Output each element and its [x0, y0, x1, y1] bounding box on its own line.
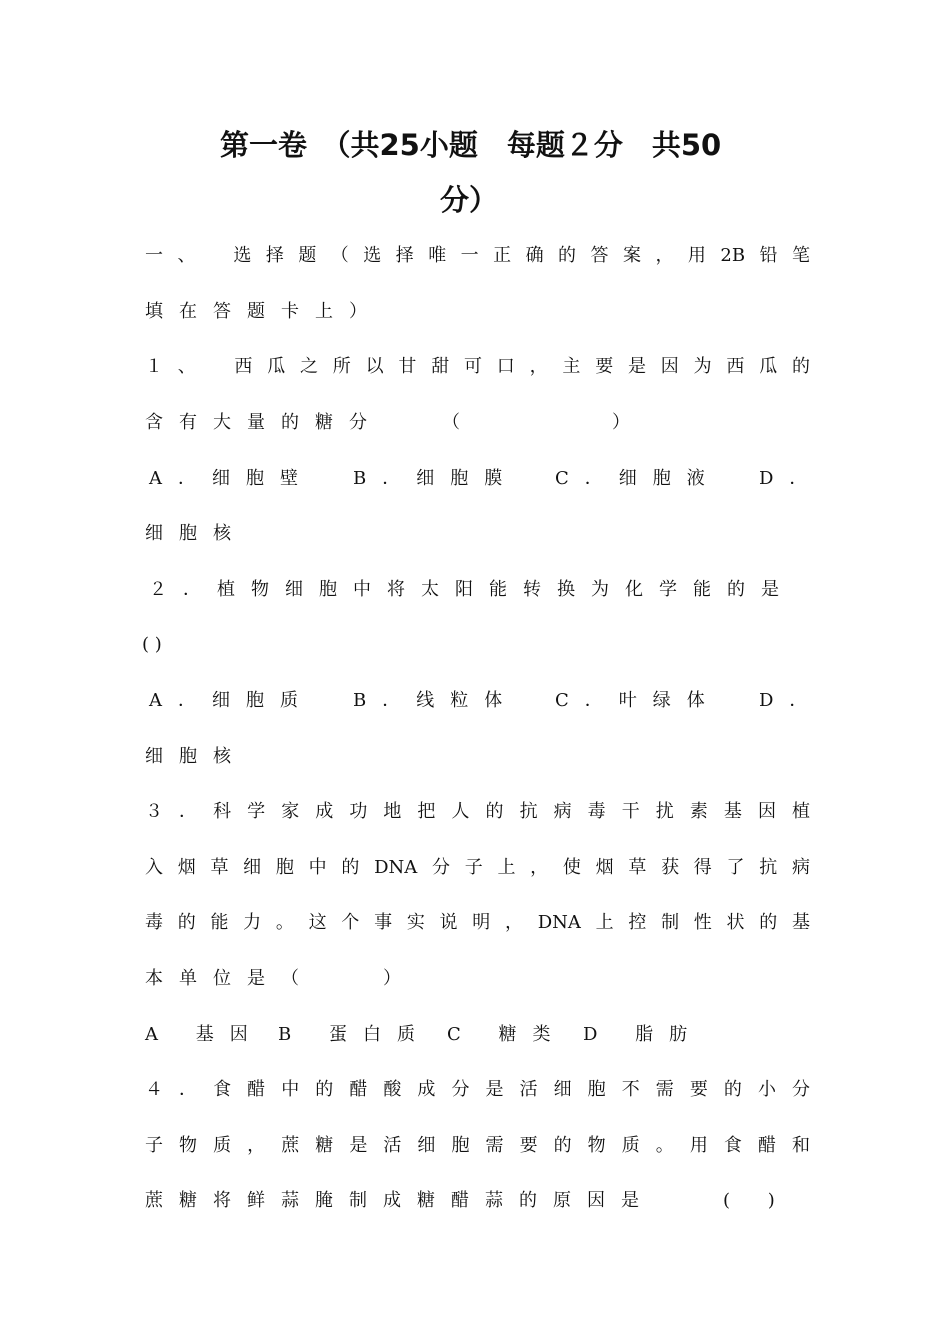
question-3-line-2: 入烟草细胞中的DNA分子上，使烟草获得了抗病: [145, 857, 810, 878]
question-3-line-3: 毒的能力。这个事实说明，DNA上控制性状的基: [145, 912, 810, 933]
question-4-line-3: 蔗糖将鲜蒜腌制成糖醋蒜的原因是 ( ): [145, 1190, 791, 1211]
option-a: A．细胞壁: [149, 468, 314, 489]
question-1-line-2: 含有大量的糖分 （ ）: [145, 412, 646, 433]
question-4-line-2: 子物质，蔗糖是活细胞需要的物质。用食醋和: [145, 1135, 810, 1156]
option-b: B．细胞膜: [353, 468, 519, 489]
section-heading-line-2: 填在答题卡上）: [145, 301, 383, 322]
option-a: A．细胞质: [149, 690, 314, 711]
question-1-line-1: １、 西瓜之所以甘甜可口，主要是因为西瓜的: [145, 356, 810, 377]
question-3-options: [145, 1015, 810, 1055]
option-b: B 蛋白质: [278, 1024, 431, 1045]
option-d: D 脂肪: [583, 1024, 704, 1045]
option-c: C．细胞液: [555, 468, 721, 489]
question-4-line-1: ４．食醋中的醋酸成分是活细胞不需要的小分: [145, 1079, 810, 1100]
option-c: C．叶绿体: [555, 690, 721, 711]
option-d: D．: [759, 468, 824, 489]
option-b: B．线粒体: [353, 690, 519, 711]
question-3-line-4: 本单位是（ ）: [145, 968, 417, 989]
question-2-line-2: ( ): [142, 634, 162, 655]
question-1-options: [145, 459, 824, 499]
question-3-line-1: ３．科学家成功地把人的抗病毒干扰素基因植: [145, 801, 810, 822]
question-1-option-d-text: 细胞核: [145, 523, 247, 544]
exam-title-line-2: 分）: [440, 183, 499, 217]
exam-title-line-1: 第一卷 （共25小题 每题２分 共50: [220, 128, 722, 162]
option-c: C 糖类: [447, 1024, 567, 1045]
question-2-line-1: ２．植物细胞中将太阳能转换为化学能的是: [149, 579, 795, 600]
option-d: D．: [759, 690, 824, 711]
question-2-option-d-text: 细胞核: [145, 746, 247, 767]
option-a: A 基因: [145, 1024, 264, 1045]
question-2-options: [145, 681, 824, 721]
section-heading-line-1: 一、 选择题（选择唯一正确的答案，用2B铅笔: [145, 245, 810, 266]
